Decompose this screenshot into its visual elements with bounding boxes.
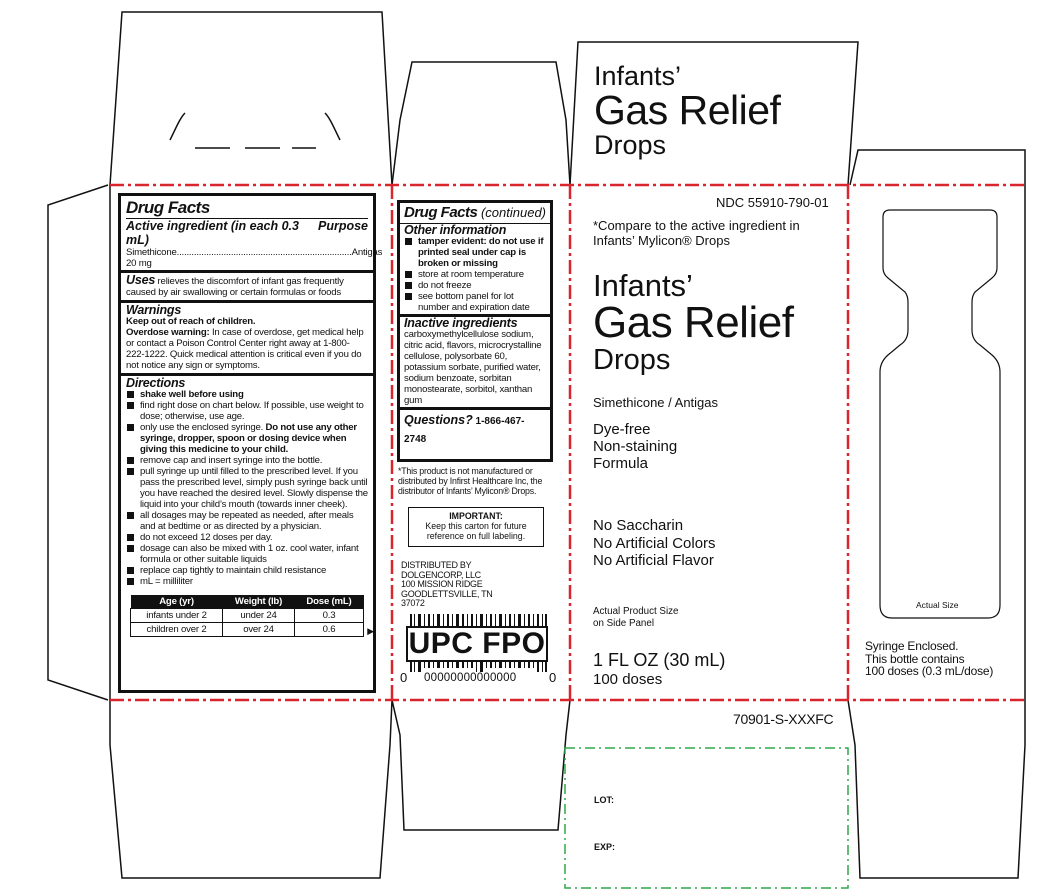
direction-item: mL = milliliter bbox=[126, 576, 368, 587]
table-row bbox=[131, 623, 364, 637]
top-title-line2: Gas Relief bbox=[594, 87, 781, 133]
front-title bbox=[593, 270, 793, 376]
table-header: Weight (lb) bbox=[223, 595, 295, 609]
bottom-flap-2 bbox=[392, 700, 570, 830]
questions-label: Questions? bbox=[404, 413, 473, 427]
table-header: Age (yr) bbox=[131, 595, 223, 609]
table-row bbox=[131, 609, 364, 623]
directions-section bbox=[121, 373, 373, 639]
important-title: IMPORTANT: bbox=[449, 511, 503, 521]
size-note bbox=[593, 606, 679, 630]
distributor-line: DISTRIBUTED BY bbox=[401, 560, 472, 570]
disclaimer-text: *This product is not manufactured or distributed by Infirst Healthcare Inc, the distributor of Infants’ Mylicon® Drops. bbox=[398, 466, 543, 496]
other-info-item: tamper evident: do not use if printed seal under cap is broken or missing bbox=[404, 236, 546, 269]
table-header-row bbox=[131, 595, 364, 609]
size-note-line: Actual Product Size bbox=[593, 606, 679, 617]
upc-label: UPC FPO bbox=[406, 626, 548, 662]
active-ingredient-heading: Active ingredient (in each 0.3 mL) bbox=[126, 219, 299, 247]
claim-line: Formula bbox=[593, 455, 649, 472]
direction-item: replace cap tightly to maintain child resistance bbox=[126, 565, 368, 576]
direction-item bbox=[126, 422, 368, 455]
important-text: Keep this carton for future reference on full labeling. bbox=[425, 521, 527, 541]
syringe-note-line: Syringe Enclosed. bbox=[865, 639, 959, 653]
questions-phone: 1-866-467-2748 bbox=[404, 416, 525, 445]
claim-line: Non-staining bbox=[593, 438, 678, 455]
lot-exp-window bbox=[565, 748, 848, 888]
direction-item: all dosages may be repeated as needed, after meals and at bedtime or as directed by a physician. bbox=[126, 510, 368, 532]
warnings-heading: Warnings bbox=[126, 303, 182, 317]
other-info-item: see bottom panel for lot number and expiration date bbox=[404, 291, 546, 313]
exp-label: EXP: bbox=[594, 842, 616, 852]
front-title-line1: Infants’ bbox=[593, 268, 693, 303]
dosing-table bbox=[130, 595, 364, 637]
distributor-line: 37072 bbox=[401, 598, 425, 608]
distributor-block bbox=[401, 561, 492, 609]
table-cell: under 24 bbox=[223, 609, 295, 623]
front-title-line2: Gas Relief bbox=[593, 298, 794, 347]
important-box bbox=[408, 507, 544, 547]
upc-barcode bbox=[400, 612, 560, 690]
table-cell: 0.3 bbox=[294, 609, 363, 623]
other-info-item: store at room temperature bbox=[404, 269, 546, 280]
direction-item: remove cap and insert syringe into the bottle. bbox=[126, 455, 368, 466]
size-note-line: on Side Panel bbox=[593, 618, 655, 629]
top-dust-flap-2 bbox=[392, 62, 570, 185]
continue-arrow-icon: ▶ bbox=[367, 626, 374, 636]
ndc-number: NDC 55910-790-01 bbox=[716, 195, 829, 210]
directions-heading: Directions bbox=[126, 376, 186, 390]
table-header: Dose (mL) bbox=[294, 595, 363, 609]
direction-text: only use the enclosed syringe. bbox=[140, 422, 266, 433]
direction-item: find right dose on chart below. If possible, use weight to dose; otherwise, use age. bbox=[126, 400, 368, 422]
direction-bold-text: Do not use any other syringe, dropper, spoon or dosing device when giving this medicine to your child. bbox=[140, 422, 357, 455]
compare-statement: *Compare to the active ingredient in Infants’ Mylicon® Drops bbox=[593, 218, 800, 248]
front-title-line3: Drops bbox=[593, 344, 671, 376]
free-from-line: No Artificial Colors bbox=[593, 534, 716, 552]
direction-item: pull syringe up until filled to the prescribed level. If you pass the prescribed level, simply push syringe back until you have reached the desired level. Slowly dispense the liquid into your child’s mouth (towards inner cheek). bbox=[126, 466, 368, 510]
glue-flap bbox=[48, 185, 108, 700]
top-title-line1: Infants’ bbox=[594, 61, 682, 91]
purpose-heading: Purpose bbox=[317, 219, 368, 233]
claim-line: Dye-free bbox=[593, 421, 651, 438]
inactive-section bbox=[400, 314, 550, 407]
other-info-item: do not freeze bbox=[404, 280, 546, 291]
doses-text: 100 doses bbox=[593, 671, 663, 688]
bottom-flap-1 bbox=[110, 700, 392, 878]
top-flap-left bbox=[110, 12, 392, 185]
table-cell: infants under 2 bbox=[131, 609, 223, 623]
direction-item: shake well before using bbox=[126, 389, 368, 400]
syringe-note bbox=[865, 640, 993, 678]
questions-section bbox=[400, 407, 550, 448]
actual-size-label: Actual Size bbox=[916, 600, 959, 610]
overdose-label: Overdose warning: bbox=[126, 327, 210, 338]
top-title-line3: Drops bbox=[594, 130, 667, 160]
other-info-section bbox=[400, 223, 550, 314]
drug-facts-continued-box bbox=[397, 200, 553, 462]
uses-section bbox=[121, 270, 373, 300]
warnings-section bbox=[121, 300, 373, 373]
table-cell: over 24 bbox=[223, 623, 295, 637]
table-cell: children over 2 bbox=[131, 623, 223, 637]
bottle-outline bbox=[880, 210, 1000, 618]
front-subtitle: Simethicone / Antigas bbox=[593, 395, 719, 410]
active-ingredient-line: Simethicone 20 mg bbox=[126, 247, 177, 269]
drug-facts-box: Drug Facts Active ingredient (in each 0.3 mL) Purpose Simethicone 20 mg ....................................................................... Antigas Uses relieves the discomfort of infant gas frequently caused by air swallowing or certain formulas or foods Warnings Keep out of reach of children. Overdose warning: In case of overdose, get medical help or contact a Poison Control Center right away at 1-800-222-1222. Quick medical attention is critical even if you do not notice any sign or symptoms. Directions shake well before using find right dose on chart below. If possible, use weight to dose; otherwise, use age. only use the enclosed syringe. Do not use any other syringe, dropper, spoon or dosing device when giving this medicine to your child. remove cap and insert syringe into the bottle. pull syringe up until filled to the prescribed level. If you pass the prescribed level, simply push syringe back until you have reached the desired level. Slowly dispense the liquid into your child’s mouth (towards inner cheek). all dosages may be repeated as needed, after meals and at bedtime or as directed by a physician. do not exceed 12 doses per day. dosage can also be mixed with 1 oz. cool water, infant formula or other suitable liquids replace cap tightly to maintain child resistance mL = milliliter Age (yr) Weight (lb) Dose (mL) infants under 2 under 24 0.3 children over 2 over 24 0.6 ▶ bbox=[118, 193, 376, 693]
inactive-text: carboxymethylcellulose sodium, citric acid, flavors, microcrystalline cellulose, polysorbate 60, potassium sorbate, purified water, sodium benzoate, sorbitan monostearate, sorbitol, xanthan gum bbox=[404, 329, 542, 406]
uses-text: relieves the discomfort of infant gas frequently caused by air swallowing or certain formulas or foods bbox=[126, 276, 344, 298]
upc-digits: 00000000000000 bbox=[424, 672, 517, 684]
uses-heading: Uses bbox=[126, 273, 156, 287]
table-cell: 0.6 bbox=[294, 623, 363, 637]
claims-block bbox=[593, 421, 677, 472]
product-code: 70901-S-XXXFC bbox=[733, 711, 834, 727]
distributor-line: GOODLETTSVILLE, TN bbox=[401, 588, 493, 599]
overdose-text: In case of overdose, get medical help or contact a Poison Control Center right away at 1-800-222-1222. Quick medical attention is critical even if you do not notice any sign or symptoms. bbox=[126, 327, 364, 371]
drug-facts-cont-title: Drug Facts bbox=[404, 204, 478, 221]
distributor-line: DOLGENCORP, LLC bbox=[401, 569, 481, 580]
direction-item: dosage can also be mixed with 1 oz. cool water, infant formula or other suitable liquids bbox=[126, 543, 368, 565]
upc-right-digit: 0 bbox=[549, 670, 557, 685]
volume-text: 1 FL OZ (30 mL) bbox=[593, 650, 726, 670]
direction-item: do not exceed 12 doses per day. bbox=[126, 532, 368, 543]
drug-facts-cont-suffix: (continued) bbox=[477, 205, 547, 220]
drug-facts-title: Drug Facts bbox=[126, 198, 210, 217]
free-from-block bbox=[593, 517, 716, 570]
syringe-note-line: 100 doses (0.3 mL/dose) bbox=[865, 664, 994, 678]
tuck-slot bbox=[170, 113, 340, 148]
top-dust-flap-4 bbox=[850, 150, 1025, 185]
purpose-value: Antigas bbox=[351, 247, 383, 258]
free-from-line: No Artificial Flavor bbox=[593, 552, 714, 569]
keep-out-warning: Keep out of reach of children. bbox=[126, 316, 256, 327]
inactive-heading: Inactive ingredients bbox=[404, 316, 518, 330]
lot-label: LOT: bbox=[594, 795, 614, 805]
upc-left-digit: 0 bbox=[400, 670, 408, 685]
free-from-line: No Saccharin bbox=[593, 517, 684, 534]
top-flap-title bbox=[594, 62, 780, 160]
other-info-heading: Other information bbox=[404, 223, 507, 237]
bottom-flap-4 bbox=[848, 700, 1025, 878]
distributor-line: 100 MISSION RIDGE bbox=[401, 579, 483, 589]
syringe-note-line: This bottle contains bbox=[865, 651, 965, 666]
